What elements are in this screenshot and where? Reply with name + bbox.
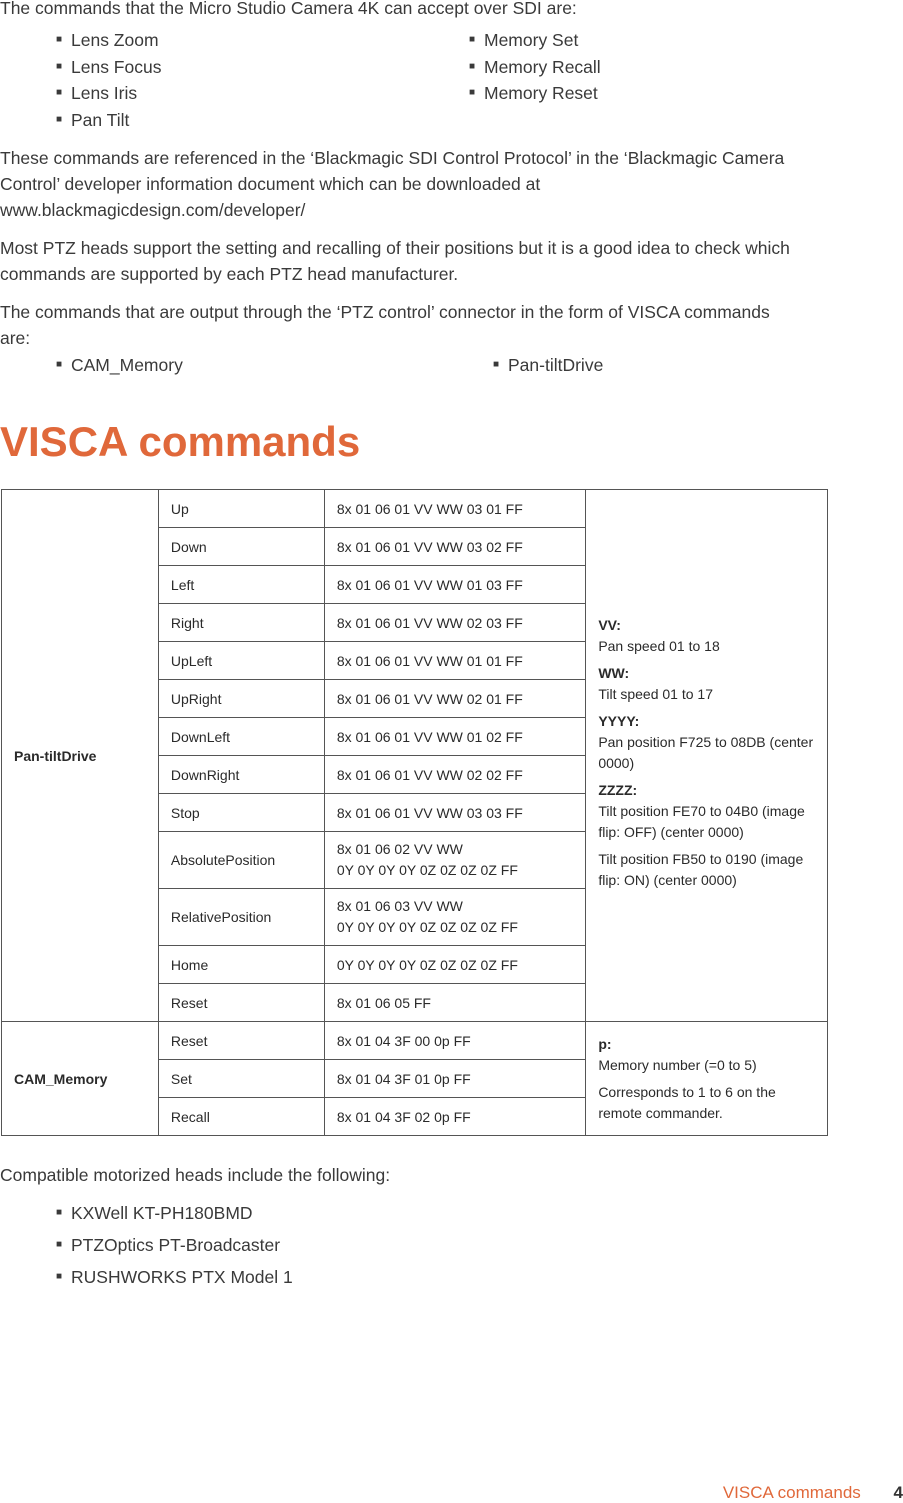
- command-code: 8x 01 06 02 VV WW 0Y 0Y 0Y 0Y 0Z 0Z 0Z 0Z FF: [324, 832, 586, 889]
- command-code: 8x 01 06 01 VV WW 03 01 FF: [324, 490, 586, 528]
- command-name: Recall: [158, 1098, 324, 1136]
- command-code: 0Y 0Y 0Y 0Y 0Z 0Z 0Z 0Z FF: [324, 946, 586, 984]
- command-name: Down: [158, 528, 324, 566]
- parameter-notes: p: Memory number (=0 to 5) Corresponds to 1 to 6 on the remote commander.: [586, 1022, 828, 1136]
- list-item: ■ Memory Reset: [469, 83, 598, 103]
- command-code: 8x 01 06 01 VV WW 01 02 FF: [324, 718, 586, 756]
- command-code: 8x 01 06 01 VV WW 03 02 FF: [324, 528, 586, 566]
- command-name: DownLeft: [158, 718, 324, 756]
- list-item: ■ Pan-tiltDrive: [493, 355, 604, 375]
- command-name: RelativePosition: [158, 889, 324, 946]
- page-number: 4: [893, 1483, 903, 1502]
- command-name: Reset: [158, 984, 324, 1022]
- visca-output-paragraph: The commands that are output through the ‘PTZ control’ connector in the form of VISCA commands are:: [0, 302, 770, 348]
- command-name: Set: [158, 1060, 324, 1098]
- list-item: ■ Lens Zoom: [56, 30, 159, 50]
- command-name: Up: [158, 490, 324, 528]
- list-item: ■ RUSHWORKS PTX Model 1: [56, 1267, 293, 1287]
- command-code: 8x 01 04 3F 02 0p FF: [324, 1098, 586, 1136]
- table-row: [2, 490, 828, 528]
- table-row: [2, 1022, 828, 1060]
- intro-paragraph: The commands that the Micro Studio Camera 4K can accept over SDI are:: [0, 0, 577, 18]
- list-item: ■ Memory Set: [469, 30, 579, 50]
- command-code: 8x 01 06 05 FF: [324, 984, 586, 1022]
- command-name: UpLeft: [158, 642, 324, 680]
- compatible-intro: Compatible motorized heads include the following:: [0, 1165, 391, 1185]
- footer-section-title: VISCA commands: [722, 1483, 861, 1502]
- list-item: ■ KXWell KT-PH180BMD: [56, 1203, 253, 1223]
- command-code: 8x 01 06 03 VV WW 0Y 0Y 0Y 0Y 0Z 0Z 0Z 0Z FF: [324, 889, 586, 946]
- group-label: Pan-tiltDrive: [2, 490, 159, 1022]
- ptz-support-paragraph: Most PTZ heads support the setting and recalling of their positions but it is a good idea to check which commands are supported by each PTZ head manufacturer.: [0, 238, 790, 284]
- command-name: UpRight: [158, 680, 324, 718]
- list-item: ■ PTZOptics PT-Broadcaster: [56, 1235, 281, 1255]
- group-label: CAM_Memory: [2, 1022, 159, 1136]
- parameter-notes: VV: Pan speed 01 to 18 WW: Tilt speed 01 to 17 YYYY: Pan position F725 to 08DB (center 0000) ZZZZ: Tilt position FE70 to 04B0 (image flip: OFF) (center 0000) Tilt position FB50 to 0190 (image flip: ON) (center 0000): [586, 490, 828, 1022]
- list-item: ■ Lens Focus: [56, 57, 162, 77]
- command-code: 8x 01 04 3F 01 0p FF: [324, 1060, 586, 1098]
- page-footer: [723, 1483, 903, 1503]
- visca-command-table: [1, 489, 828, 1136]
- command-name: Left: [158, 566, 324, 604]
- command-code: 8x 01 06 01 VV WW 02 02 FF: [324, 756, 586, 794]
- command-name: Right: [158, 604, 324, 642]
- command-name: DownRight: [158, 756, 324, 794]
- command-code: 8x 01 06 01 VV WW 02 03 FF: [324, 604, 586, 642]
- command-code: 8x 01 04 3F 00 0p FF: [324, 1022, 586, 1060]
- command-name: Home: [158, 946, 324, 984]
- section-heading: VISCA commands: [0, 418, 361, 465]
- command-code: 8x 01 06 01 VV WW 03 03 FF: [324, 794, 586, 832]
- command-name: AbsolutePosition: [158, 832, 324, 889]
- list-item: ■ Lens Iris: [56, 83, 138, 103]
- reference-paragraph: These commands are referenced in the ‘Blackmagic SDI Control Protocol’ in the ‘Blackmagic Camera Control’ developer information document which can be downloaded at www.blackmagicdesign.com/developer/: [0, 148, 785, 220]
- command-name: Reset: [158, 1022, 324, 1060]
- list-item: ■ Memory Recall: [469, 57, 601, 77]
- list-item: ■ Pan Tilt: [56, 110, 130, 130]
- list-item: ■ CAM_Memory: [56, 355, 183, 375]
- command-code: 8x 01 06 01 VV WW 01 03 FF: [324, 566, 586, 604]
- command-name: Stop: [158, 794, 324, 832]
- command-code: 8x 01 06 01 VV WW 01 01 FF: [324, 642, 586, 680]
- command-code: 8x 01 06 01 VV WW 02 01 FF: [324, 680, 586, 718]
